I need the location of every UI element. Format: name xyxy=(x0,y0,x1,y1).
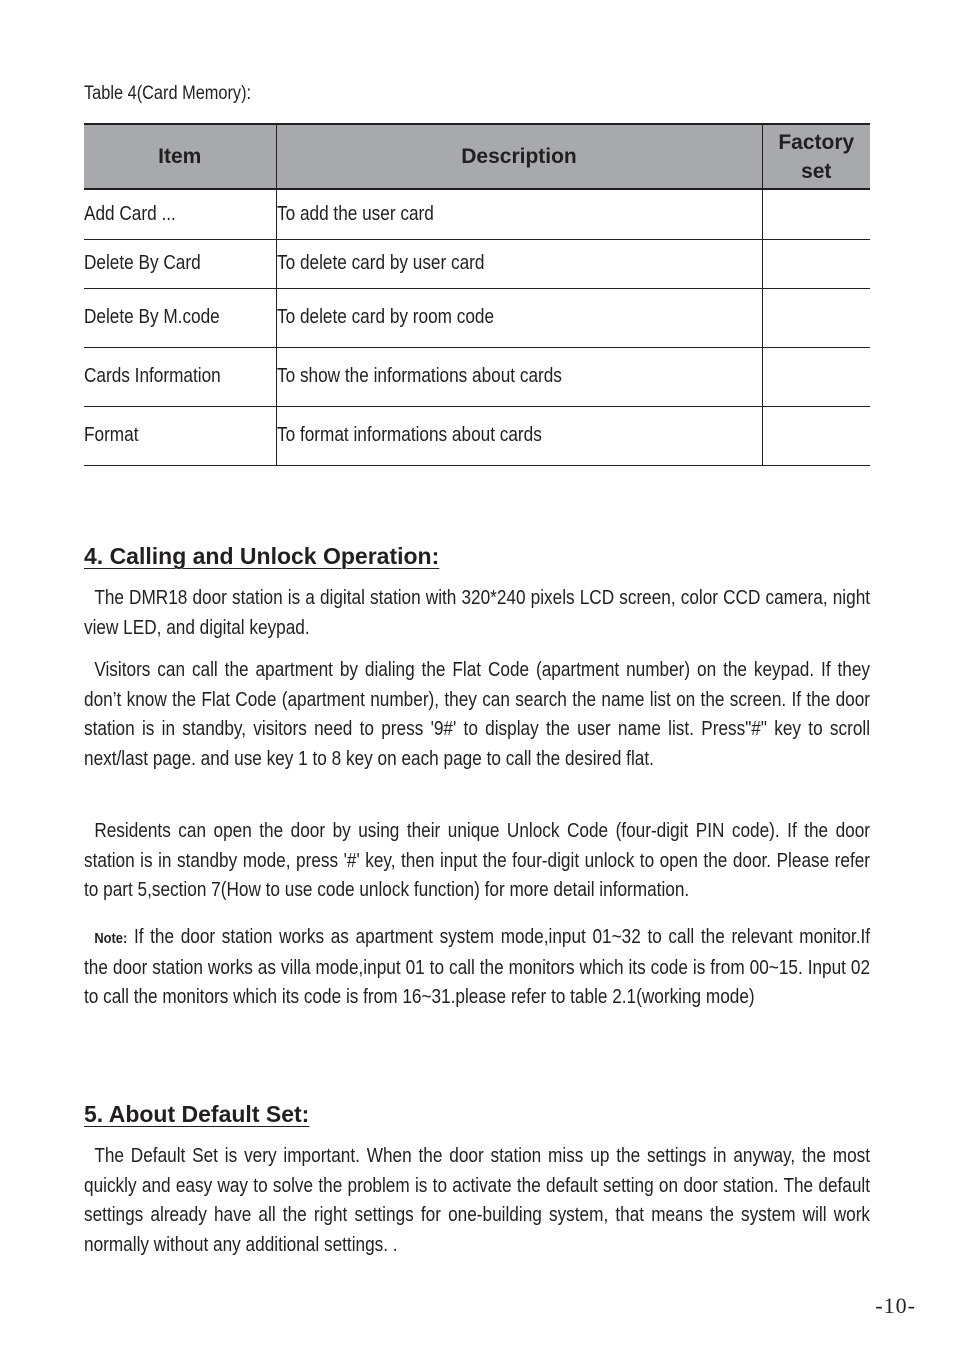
row-description: To format informations about cards xyxy=(276,424,542,446)
row-item: Add Card ... xyxy=(84,202,176,225)
page-number: -10- xyxy=(875,1293,916,1318)
note-text: If the door station works as apartment system mode,input 01~32 to call the relevant monitor.If the door station works as villa mode,input 01 to call the monitors which its code is from 00~15. Input 02 to call the monitors which its code is from 16~31.please refer to table 2.1(working mode) xyxy=(84,926,871,1009)
row-item: Cards Information xyxy=(84,365,221,387)
section-4-heading: 4. Calling and Unlock Operation: xyxy=(84,543,440,569)
row-description: To delete card by room code xyxy=(276,306,494,328)
table-header-row xyxy=(84,124,870,189)
section-5-paragraph-1: The Default Set is very important. When the door station miss up the settings in anyway, the most quickly and easy way to solve the problem is to activate the default setting on door station. The default settings already have all the right settings for one-building system, that means the system will work normally without any additional settings. . xyxy=(84,1145,871,1256)
card-memory-table xyxy=(84,123,870,466)
header-factory-set: Factory set xyxy=(762,124,870,189)
section-4-paragraph-2: Visitors can call the apartment by dialing the Flat Code (apartment number) on the keypad. If they don’t know the Flat Code (apartment number), they can search the name list on the screen. If the door station is in standby, visitors need to press '9#' to display the user name list. Press"#" key to scroll next/last page. and use key 1 to 8 key on each page to call the desired flat. xyxy=(84,659,871,770)
table-row xyxy=(84,189,870,239)
table-row xyxy=(84,239,870,288)
row-item: Delete By Card xyxy=(84,252,201,274)
row-description: To show the informations about cards xyxy=(276,365,562,387)
section-5-heading: 5. About Default Set: xyxy=(84,1101,310,1127)
note-label: Note: xyxy=(94,930,128,947)
section-4-paragraph-1: The DMR18 door station is a digital station with 320*240 pixels LCD screen, color CCD camera, night view LED, and digital keypad. xyxy=(84,587,871,639)
row-description: To add the user card xyxy=(276,202,434,225)
section-4-paragraph-3: Residents can open the door by using their unique Unlock Code (four-digit PIN code). If the door station is in standby mode, press '#' key, then input the four-digit unlock to open the door. Please refer to part 5,section 7(How to use code unlock function) for more detail information. xyxy=(84,820,871,902)
table-caption: Table 4(Card Memory): xyxy=(84,83,252,104)
table-row xyxy=(84,406,870,465)
table-row xyxy=(84,288,870,347)
row-item: Delete By M.code xyxy=(84,306,220,328)
section-4-note xyxy=(84,923,870,1013)
header-description: Description xyxy=(276,124,762,189)
row-description: To delete card by user card xyxy=(276,252,484,274)
header-item: Item xyxy=(84,124,276,189)
row-item: Format xyxy=(84,424,139,446)
table-row xyxy=(84,347,870,406)
